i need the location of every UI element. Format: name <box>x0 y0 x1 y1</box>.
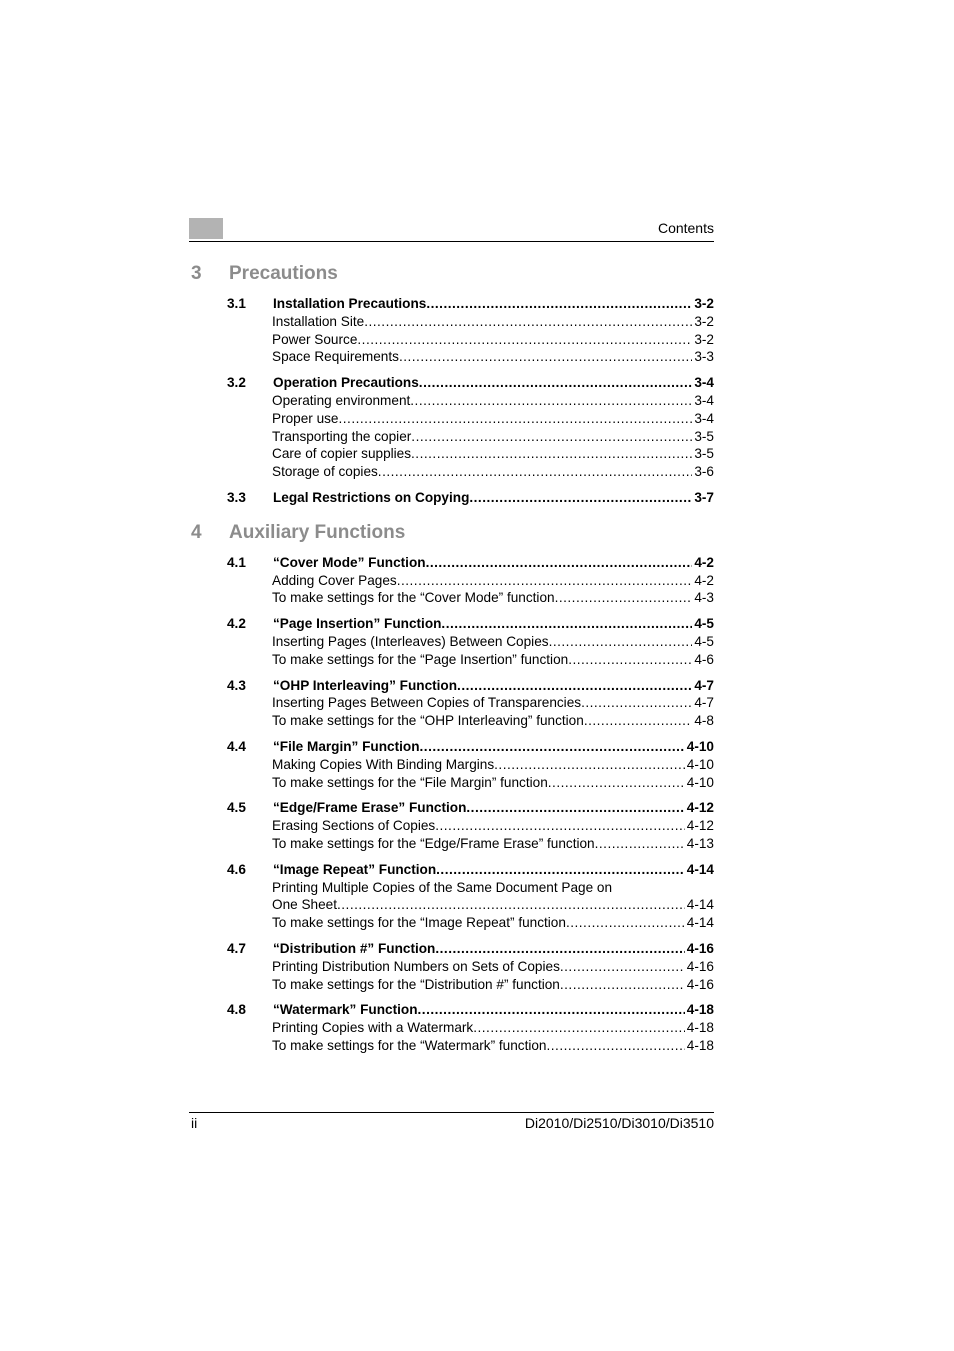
running-header: Contents <box>657 220 714 236</box>
subsection-entry[interactable] <box>189 818 714 836</box>
subsection-title: To make settings for the “Page Insertion” function <box>272 651 569 667</box>
chapter-heading <box>189 522 714 548</box>
subsection-entry[interactable] <box>189 652 714 670</box>
page-ref: 4-2 <box>694 554 714 570</box>
page-ref: 3-2 <box>694 313 714 329</box>
page-ref: 4-7 <box>694 695 714 711</box>
page-ref: 4-3 <box>694 590 714 606</box>
subsection-entry[interactable] <box>189 695 714 713</box>
subsection-entry[interactable] <box>189 429 714 447</box>
section-entry[interactable] <box>189 739 714 757</box>
page-ref: 4-8 <box>694 713 714 729</box>
leader-dots <box>435 818 685 833</box>
page-ref: 4-12 <box>686 818 714 834</box>
subsection-title: Printing Distribution Numbers on Sets of Copies <box>272 958 560 974</box>
subsection-title: Printing Multiple Copies of the Same Document Page on <box>272 879 613 895</box>
leader-dots <box>436 862 685 877</box>
section-title: “File Margin” Function <box>273 738 420 754</box>
toc-section <box>189 1002 714 1055</box>
section-number: 4.8 <box>227 1002 246 1018</box>
subsection-title: Adding Cover Pages <box>272 572 397 588</box>
subsection-entry[interactable] <box>189 590 714 608</box>
section-entry[interactable] <box>189 941 714 959</box>
leader-dots <box>466 800 684 815</box>
page-ref: 4-18 <box>686 1020 714 1036</box>
section-entry[interactable] <box>189 555 714 573</box>
section-number: 4.5 <box>227 800 246 816</box>
subsection-title: To make settings for the “File Margin” function <box>272 774 548 790</box>
subsection-title: To make settings for the “Watermark” function <box>272 1037 547 1053</box>
leader-dots <box>560 959 685 974</box>
leader-dots <box>399 349 692 364</box>
page-ref: 3-2 <box>694 296 714 311</box>
leader-dots <box>337 897 685 912</box>
subsection-title: To make settings for the “Edge/Frame Erase” function <box>272 835 595 851</box>
subsection-title: Storage of copies <box>272 464 378 480</box>
section-number: 4.7 <box>227 940 246 956</box>
leader-dots <box>397 573 693 588</box>
page-ref: 3-4 <box>694 410 714 426</box>
section-number: 4.6 <box>227 861 246 877</box>
subsection-title-continued: One Sheet <box>272 897 337 913</box>
leader-dots <box>411 446 692 461</box>
chapter-number: 3 <box>191 263 202 284</box>
subsection-entry[interactable] <box>189 349 714 367</box>
leader-dots <box>410 393 692 408</box>
leader-dots <box>595 836 685 851</box>
page-ref: 4-14 <box>686 915 714 931</box>
leader-dots <box>357 332 692 347</box>
page-ref: 4-18 <box>686 1002 714 1018</box>
subsection-title: Making Copies With Binding Margins <box>272 756 495 772</box>
leader-dots <box>494 757 685 772</box>
subsection-entry[interactable] <box>189 757 714 775</box>
subsection-title: Transporting the copier <box>272 428 412 444</box>
page-ref: 3-7 <box>694 489 714 505</box>
page-ref: 4-6 <box>694 651 714 667</box>
subsection-entry[interactable] <box>189 464 714 482</box>
page-number: ii <box>191 1115 198 1131</box>
subsection-title: To make settings for the “Distribution #” function <box>272 976 560 992</box>
subsection-entry[interactable] <box>189 446 714 464</box>
section-entry[interactable] <box>189 490 714 508</box>
section-title: “Page Insertion” Function <box>273 616 442 632</box>
leader-dots <box>568 652 692 667</box>
leader-dots <box>457 678 692 693</box>
page-ref: 4-10 <box>686 774 714 790</box>
chapter-number: 4 <box>191 521 202 543</box>
page-ref: 4-16 <box>686 940 714 956</box>
subsection-title: Installation Site <box>272 313 365 329</box>
section-number: 4.4 <box>227 738 246 754</box>
model-names: Di2010/Di2510/Di3010/Di3510 <box>524 1115 714 1131</box>
footer-rule <box>189 1112 714 1113</box>
subsection-entry[interactable] <box>189 1020 714 1038</box>
leader-dots <box>547 1038 685 1053</box>
page-ref: 4-10 <box>686 738 714 754</box>
section-number: 4.3 <box>227 677 246 693</box>
page-ref: 3-3 <box>694 349 714 365</box>
section-title: Installation Precautions <box>273 296 427 311</box>
leader-dots <box>581 695 692 710</box>
subsection-entry-continued[interactable] <box>189 897 714 915</box>
header-tab-marker <box>189 218 223 239</box>
subsection-title: Printing Copies with a Watermark <box>272 1020 474 1036</box>
subsection-title: Inserting Pages Between Copies of Transparencies <box>272 695 582 711</box>
leader-dots <box>441 616 692 631</box>
section-title: “OHP Interleaving” Function <box>273 677 458 693</box>
subsection-title: Operating environment <box>272 392 411 408</box>
subsection-title: To make settings for the “Cover Mode” function <box>272 590 555 606</box>
subsection-title: To make settings for the “OHP Interleaving” function <box>272 713 584 729</box>
page-ref: 4-2 <box>694 572 714 588</box>
section-number: 3.1 <box>227 296 246 311</box>
section-entry[interactable] <box>189 296 714 314</box>
section-title: “Edge/Frame Erase” Function <box>273 800 467 816</box>
section-entry[interactable] <box>189 1002 714 1020</box>
toc-section <box>189 616 714 669</box>
leader-dots <box>420 739 685 754</box>
toc-section <box>189 490 714 508</box>
toc-section <box>189 800 714 853</box>
leader-dots <box>549 634 693 649</box>
page-ref: 4-14 <box>686 861 714 877</box>
subsection-title: Care of copier supplies <box>272 446 412 462</box>
toc-section <box>189 296 714 367</box>
page-ref: 3-6 <box>694 464 714 480</box>
subsection-entry[interactable] <box>189 314 714 332</box>
subsection-entry[interactable] <box>189 713 714 731</box>
subsection-entry[interactable] <box>189 836 714 854</box>
subsection-entry[interactable] <box>189 977 714 995</box>
page-ref: 3-5 <box>694 428 714 444</box>
page-ref: 4-16 <box>686 976 714 992</box>
page-ref: 3-4 <box>694 375 714 391</box>
subsection-title: Proper use <box>272 410 339 426</box>
section-number: 3.3 <box>227 489 246 505</box>
subsection-entry[interactable] <box>189 775 714 793</box>
page-ref: 4-10 <box>686 756 714 772</box>
subsection-entry[interactable] <box>189 915 714 933</box>
leader-dots <box>548 775 685 790</box>
page-ref: 4-12 <box>686 800 714 816</box>
leader-dots <box>411 429 692 444</box>
section-entry[interactable] <box>189 862 714 880</box>
leader-dots <box>435 941 684 956</box>
leader-dots <box>378 464 693 479</box>
subsection-title: Inserting Pages (Interleaves) Between Copies <box>272 633 549 649</box>
leader-dots <box>426 296 692 311</box>
subsection-entry[interactable] <box>189 393 714 411</box>
subsection-title: Erasing Sections of Copies <box>272 818 436 834</box>
section-title: Legal Restrictions on Copying <box>273 489 470 505</box>
toc-section <box>189 375 714 482</box>
section-title: “Image Repeat” Function <box>273 861 437 877</box>
leader-dots <box>364 314 692 329</box>
leader-dots <box>566 915 685 930</box>
section-title: “Cover Mode” Function <box>273 554 426 570</box>
section-title: “Watermark” Function <box>273 1002 418 1018</box>
subsection-entry[interactable] <box>189 880 714 898</box>
subsection-title: Power Source <box>272 331 358 347</box>
subsection-entry[interactable] <box>189 959 714 977</box>
subsection-entry[interactable] <box>189 573 714 591</box>
section-title: Operation Precautions <box>273 375 419 391</box>
toc-section <box>189 678 714 731</box>
page-ref: 3-4 <box>694 392 714 408</box>
chapter-title: Precautions <box>229 263 338 284</box>
subsection-title: Space Requirements <box>272 349 399 365</box>
section-title: “Distribution #” Function <box>273 940 436 956</box>
table-of-contents <box>189 263 714 1056</box>
leader-dots <box>469 490 692 505</box>
section-entry[interactable] <box>189 616 714 634</box>
page-ref: 4-13 <box>686 835 714 851</box>
header-rule <box>189 241 714 242</box>
leader-dots <box>560 977 685 992</box>
page-ref: 4-16 <box>686 958 714 974</box>
chapter-heading <box>189 263 714 289</box>
chapter-title: Auxiliary Functions <box>229 521 406 543</box>
leader-dots <box>473 1020 685 1035</box>
subsection-entry[interactable] <box>189 411 714 429</box>
toc-section <box>189 739 714 792</box>
leader-dots <box>418 1002 685 1017</box>
toc-section <box>189 555 714 608</box>
toc-section <box>189 862 714 933</box>
page-ref: 4-18 <box>686 1037 714 1053</box>
page-ref: 3-5 <box>694 446 714 462</box>
page-ref: 4-7 <box>694 677 714 693</box>
toc-section <box>189 941 714 994</box>
section-number: 4.2 <box>227 616 246 632</box>
leader-dots <box>584 713 693 728</box>
section-entry[interactable] <box>189 678 714 696</box>
subsection-entry[interactable] <box>189 332 714 350</box>
leader-dots <box>555 590 693 605</box>
leader-dots <box>419 375 693 390</box>
page-ref: 3-2 <box>694 331 714 347</box>
subsection-entry[interactable] <box>189 1038 714 1056</box>
section-entry[interactable] <box>189 375 714 393</box>
page-ref: 4-5 <box>694 633 714 649</box>
page-ref: 4-14 <box>686 897 714 913</box>
page-ref: 4-5 <box>694 616 714 632</box>
section-entry[interactable] <box>189 800 714 818</box>
section-number: 3.2 <box>227 375 246 391</box>
subsection-entry[interactable] <box>189 634 714 652</box>
leader-dots <box>339 411 693 426</box>
leader-dots <box>426 555 693 570</box>
section-number: 4.1 <box>227 554 246 570</box>
subsection-title: To make settings for the “Image Repeat” function <box>272 915 566 931</box>
